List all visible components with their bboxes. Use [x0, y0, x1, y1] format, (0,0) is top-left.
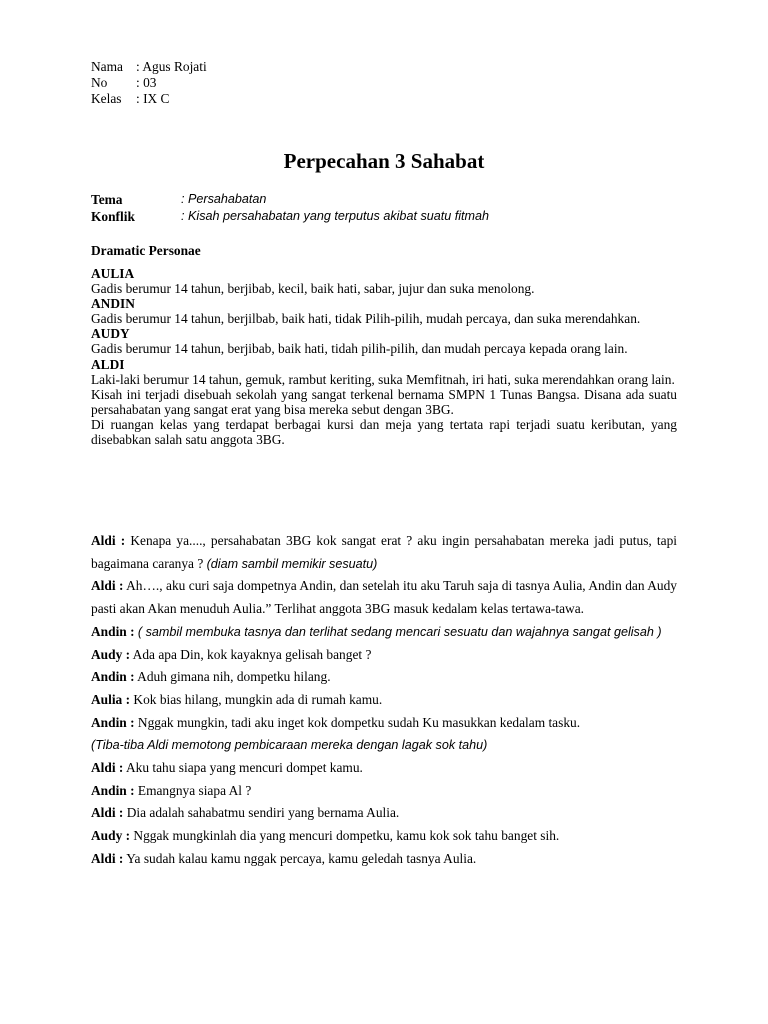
dialogue-text: Kok bias hilang, mungkin ada di rumah kamu.: [130, 691, 383, 707]
info-label: Nama: [91, 59, 123, 74]
dialogue-line: [91, 802, 677, 825]
dialogue-text: Emangnya siapa Al ?: [134, 782, 252, 798]
dialogue-text: Dia adalah sahabatmu sendiri yang bernama Aulia.: [123, 805, 400, 821]
speaker-name: Aldi :: [91, 760, 124, 776]
dialogue-line: [91, 621, 677, 644]
narration-paragraph: Kisah ini terjadi disebuah sekolah yang sangat terkenal bernama SMPN 1 Tunas Bangsa. Disana ada suatu persahabatan yang sangat erat yang bisa mereka sebut dengan 3BG.: [91, 386, 677, 417]
character-name: ALDI: [91, 356, 125, 372]
theme-conflict: [91, 191, 677, 225]
dialogue-line: [91, 689, 677, 712]
speaker-name: Aulia :: [91, 691, 131, 707]
speaker-name: Andin :: [91, 623, 135, 639]
character-name: ANDIN: [91, 296, 135, 312]
dialogue-line: [91, 666, 677, 689]
dialogue-line: [91, 825, 677, 848]
narration-paragraph: Di ruangan kelas yang terdapat berbagai kursi dan meja yang tertata rapi terjadi suatu keributan, yang disebabkan salah satu anggota 3BG.: [91, 416, 677, 448]
info-value: : Agus Rojati: [136, 59, 207, 74]
speaker-name: Andin :: [91, 669, 135, 685]
dialogue-text: Nggak mungkinlah dia yang mencuri dompetku, kamu kok sok tahu banget sih.: [130, 828, 560, 844]
speaker-name: Audy :: [91, 646, 131, 662]
dialogue-text: Ah…., aku curi saja dompetnya Andin, dan setelah itu aku Taruh saja di tasnya Aulia, Andin dan Audy pasti akan Akan menuduh Aulia.” Terlihat anggota 3BG masuk kedalam kelas tertawa-tawa.: [91, 578, 677, 617]
dialogue-text: Nggak mungkin, tadi aku inget kok dompetku sudah Ku masukkan kedalam tasku.: [134, 714, 581, 730]
speaker-name: Andin :: [91, 714, 135, 730]
info-label: Kelas: [91, 91, 122, 106]
dialogue-line: [91, 575, 677, 620]
character-list: [91, 266, 677, 447]
document-title: Perpecahan 3 Sahabat: [283, 149, 485, 173]
konflik-value: : Kisah persahabatan yang terputus akibat suatu fitmah: [181, 209, 490, 223]
character-name: AULIA: [91, 266, 135, 281]
speaker-name: Aldi :: [91, 578, 124, 594]
dialogue-text: Ya sudah kalau kamu nggak percaya, kamu geledah tasnya Aulia.: [123, 850, 477, 866]
dialogue-line: [91, 712, 677, 735]
character-name: AUDY: [91, 326, 130, 342]
character-description: Gadis berumur 14 tahun, berjibab, baik hati, tidah pilih-pilih, dan mudah percaya kepada orang lain.: [91, 341, 628, 357]
dialogue-text: Aduh gimana nih, dompetku hilang.: [134, 669, 331, 685]
konflik-label: Konflik: [91, 209, 135, 224]
info-row-kelas: [91, 91, 677, 107]
character-description: Laki-laki berumur 14 tahun, gemuk, rambut keriting, suka Memfitnah, iri hati, suka merendahkan orang lain.: [91, 371, 675, 387]
student-info: [91, 59, 677, 107]
dialogue: [91, 530, 677, 871]
speaker-name: Andin :: [91, 782, 135, 798]
speaker-name: Aldi :: [91, 850, 124, 866]
stage-direction: (Tiba-tiba Aldi memotong pembicaraan mereka dengan lagak sok tahu): [91, 738, 488, 753]
dialogue-line: [91, 734, 677, 757]
stage-direction: (diam sambil memikir sesuatu): [206, 556, 378, 571]
speaker-name: Aldi :: [91, 805, 124, 821]
dialogue-text: Aku tahu siapa yang mencuri dompet kamu.: [123, 760, 363, 776]
tema-value: : Persahabatan: [181, 192, 267, 206]
konflik-row: [91, 208, 677, 225]
character-description: Gadis berumur 14 tahun, berjibab, kecil, baik hati, sabar, jujur dan suka menolong.: [91, 281, 535, 297]
info-row-nama: [91, 59, 677, 75]
info-value: : 03: [136, 75, 157, 90]
character-description: Gadis berumur 14 tahun, berjilbab, baik hati, tidak Pilih-pilih, mudah percaya, dan suka merendahkan.: [91, 311, 641, 327]
speaker-name: Audy :: [91, 828, 131, 844]
dialogue-line: [91, 848, 677, 871]
dialogue-text: Kenapa ya...., persahabatan 3BG kok sangat erat ? aku ingin persahabatan mereka jadi putus, tapi bagaimana caranya ?: [91, 533, 677, 571]
dialogue-line: [91, 530, 677, 575]
dialogue-line: [91, 780, 677, 803]
tema-row: [91, 191, 677, 208]
dialogue-text: Ada apa Din, kok kayaknya gelisah banget ?: [130, 646, 372, 662]
dialogue-line: [91, 644, 677, 667]
dramatic-personae-heading: Dramatic Personae: [91, 243, 201, 258]
stage-direction: ( sambil membuka tasnya dan terlihat sedang mencari sesuatu dan wajahnya sangat gelisah ): [137, 624, 662, 639]
info-label: No: [91, 75, 108, 90]
dialogue-line: [91, 757, 677, 780]
speaker-name: Aldi :: [91, 533, 126, 548]
tema-label: Tema: [91, 192, 123, 207]
info-row-no: [91, 75, 677, 91]
info-value: : IX C: [136, 91, 170, 106]
